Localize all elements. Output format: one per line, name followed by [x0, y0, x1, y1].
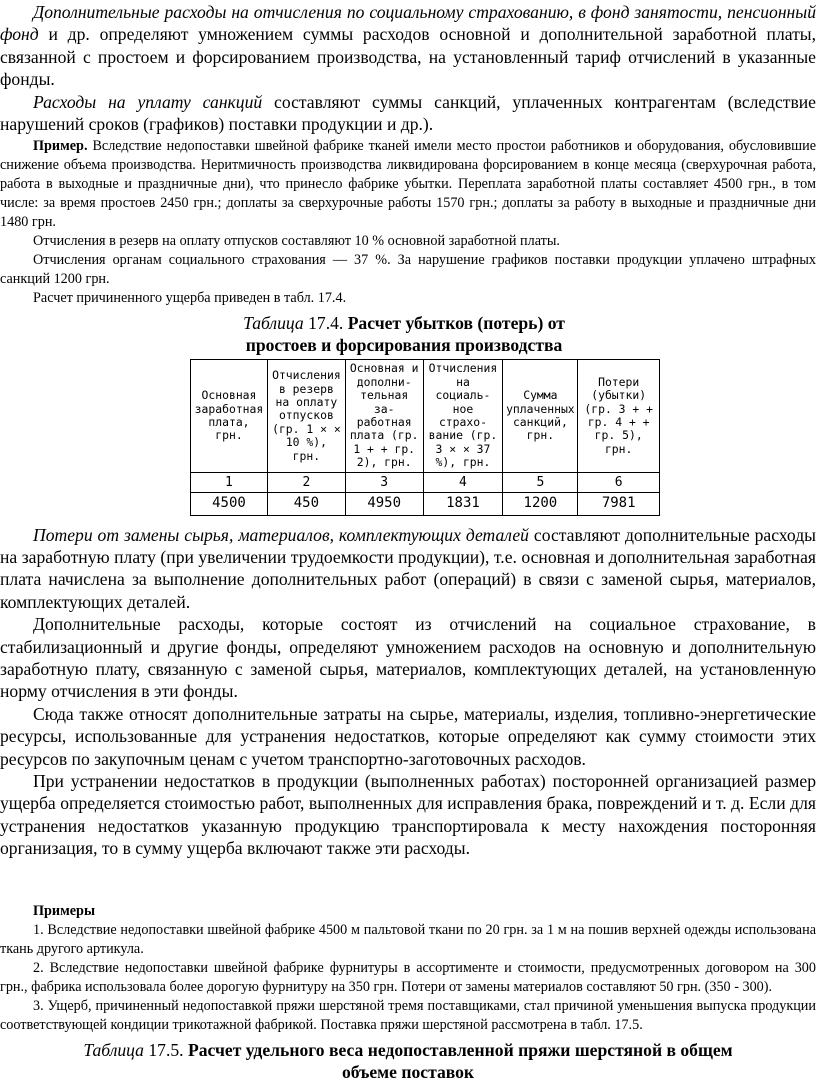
italic-term: Расходы на уплату санкций	[33, 91, 263, 112]
example-line-insurance: Отчисления органам социального страхования — 37 %. За нарушение графиков поставки продукции уплачено штрафных санкций 1200 грн.	[0, 252, 816, 288]
value-cell: 4950	[345, 493, 423, 515]
example-paragraph	[0, 137, 816, 232]
caption-word: Таблица	[243, 313, 304, 334]
paragraph-text: и др. определяют умножением суммы расходов основной и дополнительной заработной платы, связанной с простоем и форсированием производства, на установленный тариф отчислений в указанные фонды.	[0, 24, 816, 90]
value-cell: 1200	[503, 493, 578, 515]
header-cell: Сумма уплаченных санкций, грн.	[503, 360, 578, 472]
value-cell: 4500	[191, 493, 268, 515]
italic-term: Дополнительные расходы на отчисления по социальному страхованию, в фонд занятости, пенсионный фонд	[0, 2, 816, 45]
table-number-row	[191, 472, 660, 492]
paragraph-additional-expenses: Дополнительные расходы, которые состоят из отчислений на социальное страхование, в стабилизационный и другие фонды, определяют умножением расходов на основную и дополнительную заработную плату, связанную с заменой сырья, материалов, комплектующих деталей, на установленную норму отчисления в эти фонды.	[0, 614, 816, 702]
example-line-reference: Расчет причиненного ущерба приведен в табл. 17.4.	[33, 290, 347, 307]
header-cell: Основная заработная плата, грн.	[191, 360, 268, 472]
column-number: 2	[267, 472, 345, 492]
header-cell: Отчисления на социаль-ное страхо-вание (гр. 3 × × 37 %), грн.	[423, 360, 503, 472]
table-17-5-caption	[0, 1039, 816, 1083]
example-text: Вследствие недопоставки швейной фабрике тканей имели место простои работников и оборудования, обусловившие снижение объема производства. Неритмичность производства ликвидирована форсированием в конце месяца (сверхурочная работа, работа в выходные и праздничные дни), что принесло фабрике убытки. Переплата заработной платы составляет 4500 грн., в том числе: за время простоев 2450 грн.; доплаты за сверхурочные работы 1570 грн.; доплаты за работу в выходные и праздничные дни 1480 грн.	[0, 138, 816, 231]
examples-heading: Примеры	[33, 902, 96, 919]
column-number: 1	[191, 472, 268, 492]
caption-line-1	[0, 312, 816, 334]
value-cell: 1831	[423, 493, 503, 515]
value-cell: 450	[267, 493, 345, 515]
table-17-4	[190, 359, 660, 515]
example-item: 1. Вследствие недопоставки швейной фабрике 4500 м пальтовой ткани по 20 грн. за 1 м на пошив верхней одежды использована ткань другого артикула.	[0, 921, 816, 957]
column-number: 6	[578, 472, 660, 492]
caption-line-2: простоев и форсирования производства	[245, 335, 563, 356]
paragraph-sanctions	[0, 91, 816, 136]
table-header-row	[191, 360, 660, 472]
column-number: 5	[503, 472, 578, 492]
column-number: 4	[423, 472, 503, 492]
caption-title: Расчет удельного веса недопоставленной пряжи шерстяной в общем	[187, 1039, 733, 1060]
example-label: Пример.	[33, 138, 88, 155]
table-value-row	[191, 493, 660, 515]
paragraph-text: составляют дополнительные расходы на заработную плату (при увеличении трудоемкости продукции), т.е. основная и дополнительная заработная плата начислена за выполнение дополнительных работ (операций) в связи с заменой сырья, материалов, комплектующих деталей.	[0, 524, 816, 612]
example-item: 3. Ущерб, причиненный недопоставкой пряжи шерстяной тремя поставщиками, стал причиной уменьшения выпуска продукции соответствующей кондиции трикотажной фабрикой. Поставка пряжи шерстяной рассмотрена в табл. 17.5.	[0, 997, 816, 1033]
paragraph-text: составляют суммы санкций, уплаченных контрагентам (вследствие нарушений сроков (графиков) поставки продукции и др.).	[0, 91, 816, 135]
header-cell: Потери (убытки) (гр. 3 + + гр. 4 + + гр. 5), грн.	[578, 360, 660, 472]
paragraph-third-party: При устранении недостатков в продукции (выполненных работах) посторонней организацией размер ущерба определяется стоимостью работ, выполненных для исправления брака, повреждений и т. д. Если для устранения недостатков указанную продукцию транспортировала к месту нахождения посторонняя организация, то в сумму ущерба включают также эти расходы.	[0, 770, 816, 859]
caption-line-2: объеме поставок	[341, 1061, 475, 1082]
paragraph-social-insurance	[0, 1, 816, 91]
caption-number: 17.4.	[303, 313, 348, 334]
caption-title: Расчет убытков (потерь) от	[347, 313, 565, 334]
italic-term: Потери от замены сырья, материалов, комплектующих деталей	[33, 524, 529, 545]
header-cell: Основная и дополни-тельная за-работная плата (гр. 1 + + гр. 2), грн.	[345, 360, 423, 472]
spacer	[0, 860, 816, 890]
example-line-vacation: Отчисления в резерв на оплату отпусков составляют 10 % основной заработной платы.	[33, 233, 560, 250]
table-17-4-caption	[0, 312, 816, 356]
caption-line-1	[0, 1039, 816, 1061]
caption-word: Таблица	[83, 1039, 144, 1060]
header-cell: Отчисления в резерв на оплату отпусков (гр. 1 × × 10 %), грн.	[267, 360, 345, 472]
value-cell: 7981	[578, 493, 660, 515]
paragraph-additional-costs: Сюда также относят дополнительные затраты на сырье, материалы, изделия, топливно-энергетические ресурсы, использованные для устранения недостатков, которые определяют как сумму стоимости этих ресурсов по закупочным ценам с учетом транспортно-заготовочных расходов.	[0, 703, 816, 769]
paragraph-material-replacement	[0, 524, 816, 614]
column-number: 3	[345, 472, 423, 492]
example-item: 2. Вследствие недопоставки швейной фабрике фурнитуры в ассортименте и стоимости, предусмотренных договором на 300 грн., фабрика использовала более дорогую фурнитуру на 350 грн. Потери от замены материалов составляют 50 грн. (350 - 300).	[0, 959, 816, 995]
caption-number: 17.5.	[143, 1039, 188, 1060]
